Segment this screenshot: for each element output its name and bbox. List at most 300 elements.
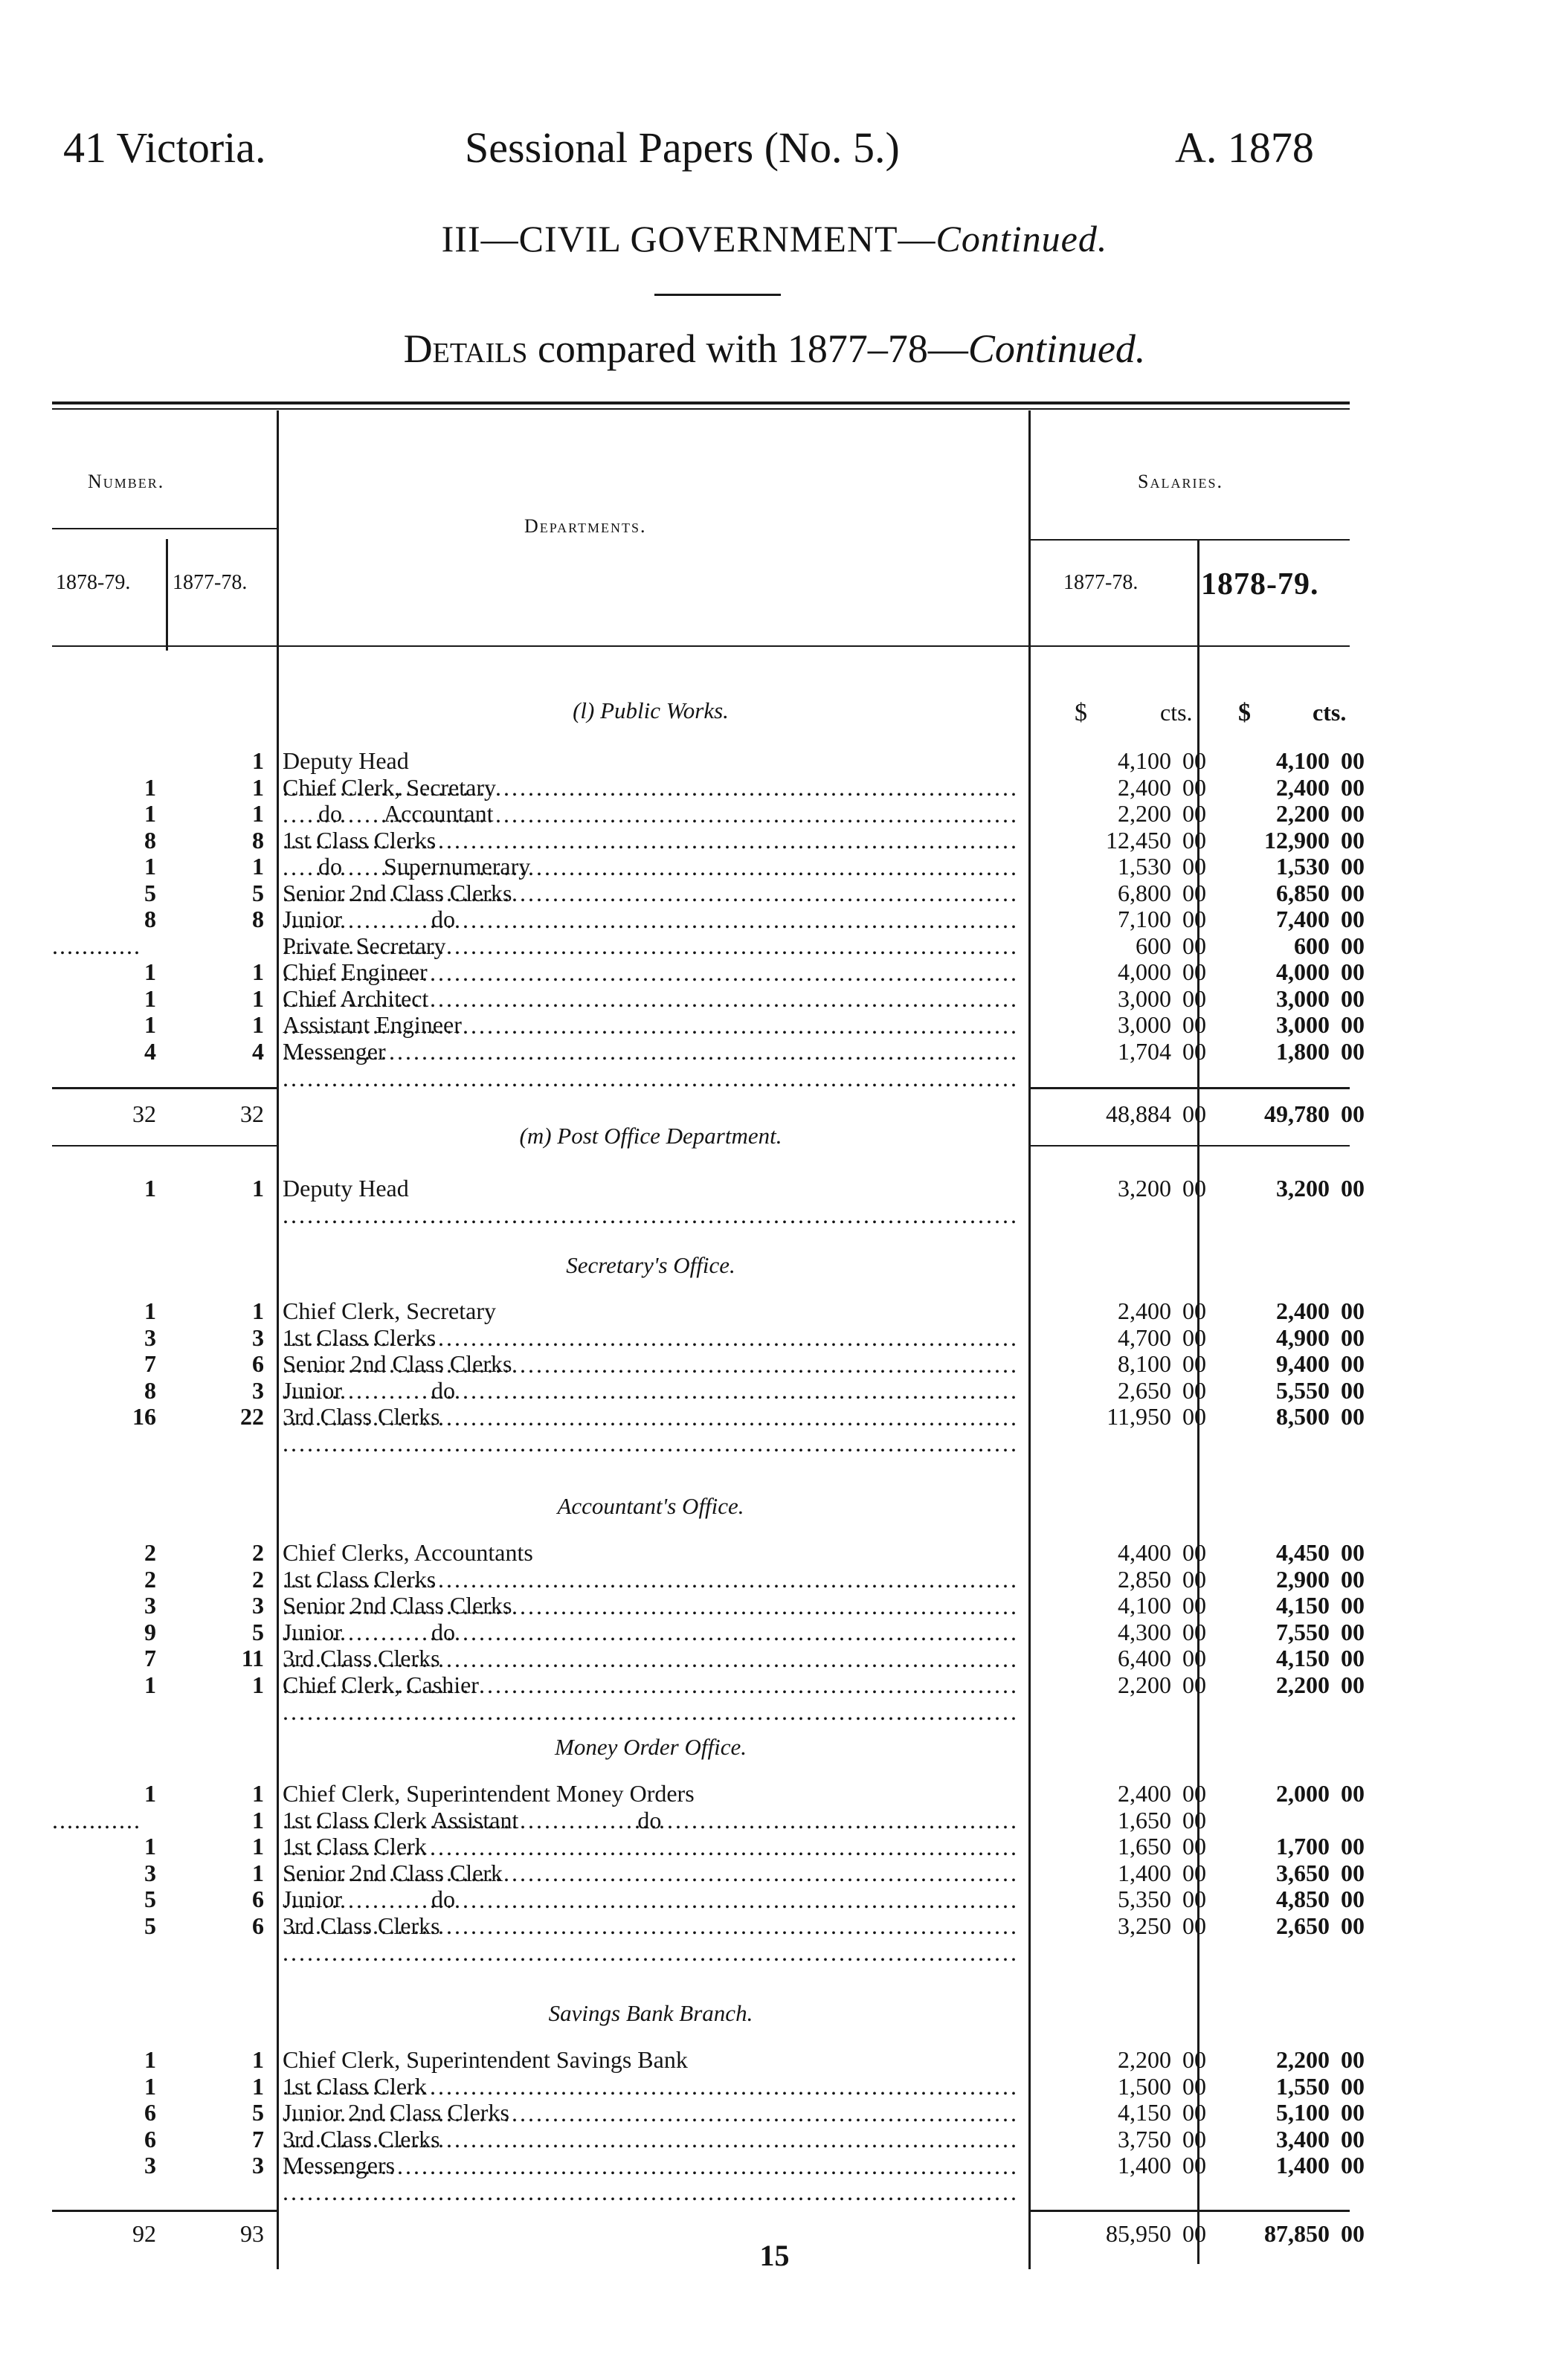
salary-1878-79: 3,200 <box>1276 1175 1330 1202</box>
table-row <box>0 1886 1549 1912</box>
salary-1877-78: 8,100 <box>1118 1350 1171 1377</box>
salary-1878-79: 4,450 <box>1276 1539 1330 1566</box>
number-1878-79: 3 <box>144 2152 156 2179</box>
number-1877-78: 1 <box>252 2046 264 2073</box>
cents-1877-78: 00 <box>1182 1592 1206 1619</box>
cents-1877-78: 00 <box>1182 1376 1206 1404</box>
salary-1877-78: 12,450 <box>1106 826 1171 854</box>
department-name: do Supernumerary ..... <box>283 853 1015 906</box>
salary-1878-79: 1,550 <box>1276 2072 1330 2100</box>
salary-1877-78: 3,250 <box>1118 1912 1171 1939</box>
cents-1877-78: 00 <box>1182 1297 1206 1324</box>
table-row <box>0 1377 1549 1404</box>
cents-1877-78: 00 <box>1182 1645 1206 1671</box>
salary-1877-78: 2,650 <box>1118 1376 1171 1404</box>
total-cents-1877-78: 00 <box>1182 1100 1206 1127</box>
table-row <box>0 1592 1549 1619</box>
table-row <box>0 747 1549 774</box>
salary-1878-79: 5,550 <box>1276 1376 1330 1404</box>
number-1877-78: 6 <box>252 1912 264 1939</box>
salary-1877-78: 3,750 <box>1118 2125 1171 2152</box>
cents-1878-79: 00 <box>1341 1175 1365 1202</box>
department-name: Chief Clerk, Secretary ..... <box>283 774 1015 828</box>
cents-1877-78: 00 <box>1182 1350 1206 1377</box>
header-session: 41 Victoria. <box>63 123 266 172</box>
number-1878-79: 8 <box>144 906 156 932</box>
salary-1878-79: 2,400 <box>1276 773 1330 801</box>
cents-1878-79: 00 <box>1341 1539 1365 1566</box>
number-1878-79: 16 <box>132 1403 156 1430</box>
salary-1878-79: 3,400 <box>1276 2125 1330 2152</box>
cents-1878-79: 00 <box>1341 1671 1365 1698</box>
salary-1877-78: 4,700 <box>1118 1323 1171 1351</box>
salary-1877-78: 2,400 <box>1118 1297 1171 1324</box>
cents-1878-79: 00 <box>1341 2152 1365 2179</box>
salary-1877-78: 7,100 <box>1118 906 1171 932</box>
table-row <box>0 932 1549 959</box>
cents-1878-79: 00 <box>1341 1886 1365 1912</box>
cents-1878-79: 00 <box>1341 2125 1365 2152</box>
public-works-subtotal-rule-number <box>52 1087 277 1089</box>
department-name: 3rd Class Clerks ..... <box>283 1912 1015 1966</box>
number-1878-79: 5 <box>144 1912 156 1939</box>
table-top-rule <box>52 401 1350 404</box>
cents-1877-78: 00 <box>1182 1175 1206 1202</box>
leader-dots <box>52 932 141 959</box>
department-name: Chief Clerk, Superintendent Savings Bank ..... <box>283 2046 1015 2100</box>
number-1877-78: 1 <box>252 747 264 774</box>
total-salary-1878-79: 87,850 <box>1264 2220 1330 2247</box>
number-1877-78: 11 <box>241 1645 264 1671</box>
salary-1878-79: 7,400 <box>1276 906 1330 932</box>
table-row <box>0 2046 1549 2073</box>
table-row <box>0 1038 1549 1065</box>
cents-1877-78: 00 <box>1182 1912 1206 1939</box>
cents-1878-79: 00 <box>1341 879 1365 906</box>
column-header-number-1878-79: 1878-79. <box>56 571 131 594</box>
number-1877-78: 8 <box>252 906 264 932</box>
section-post-office: (m) Post Office Department. <box>519 1123 782 1149</box>
salary-1878-79: 600 <box>1294 932 1330 959</box>
cents-1878-79: 00 <box>1341 932 1365 959</box>
column-header-number: Number. <box>88 471 165 492</box>
salary-1878-79: 9,400 <box>1276 1350 1330 1377</box>
cents-1878-79: 00 <box>1341 1037 1365 1065</box>
number-1878-79: 1 <box>144 773 156 801</box>
salary-1877-78: 6,800 <box>1118 879 1171 906</box>
department-name: 1st Class Clerks ..... <box>283 827 1015 880</box>
table-row <box>0 1912 1549 1939</box>
department-name: 1st Class Clerk Assistant do ..... <box>283 1807 1015 1860</box>
total-salary-1877-78: 48,884 <box>1106 1100 1171 1127</box>
number-1878-79: 1 <box>144 853 156 880</box>
leader-dots <box>52 1807 141 1834</box>
number-1878-79: 4 <box>144 1037 156 1065</box>
salary-1878-79: 4,900 <box>1276 1323 1330 1351</box>
number-1877-78: 6 <box>252 1886 264 1912</box>
number-1877-78: 1 <box>252 1780 264 1807</box>
cents-1877-78: 00 <box>1182 1037 1206 1065</box>
salary-1877-78: 2,400 <box>1118 773 1171 801</box>
cents-1878-79: 00 <box>1341 1859 1365 1886</box>
salary-1878-79: 1,700 <box>1276 1833 1330 1860</box>
department-name: Messengers ..... <box>283 2152 1015 2205</box>
salary-1878-79: 5,100 <box>1276 2099 1330 2126</box>
table-row <box>0 1175 1549 1202</box>
cents-1877-78: 00 <box>1182 1833 1206 1860</box>
header-bottom-rule <box>52 645 1350 647</box>
cents-1878-79: 00 <box>1341 747 1365 774</box>
number-1878-79: 7 <box>144 1645 156 1671</box>
cents-1877-78: 00 <box>1182 2125 1206 2152</box>
number-1877-78: 1 <box>252 1175 264 1202</box>
department-name: Junior do ..... <box>283 1377 1015 1431</box>
column-header-salary-1878-79: 1878-79. <box>1201 567 1319 602</box>
salary-1878-79: 2,400 <box>1276 1297 1330 1324</box>
cents-1878-79: 00 <box>1341 1011 1365 1038</box>
cents-1877-78: 00 <box>1182 853 1206 880</box>
department-name: Messenger ..... <box>283 1038 1015 1091</box>
table-row <box>0 1780 1549 1807</box>
department-name: Junior 2nd Class Clerks ..... <box>283 2099 1015 2152</box>
number-1877-78: 8 <box>252 826 264 854</box>
salary-1877-78: 2,200 <box>1118 1671 1171 1698</box>
cents-1878-79: 00 <box>1341 1297 1365 1324</box>
salary-1878-79: 2,900 <box>1276 1565 1330 1593</box>
table-row <box>0 1297 1549 1324</box>
salary-1877-78: 1,650 <box>1118 1806 1171 1834</box>
salary-1877-78: 4,300 <box>1118 1618 1171 1645</box>
salary-1878-79: 4,150 <box>1276 1592 1330 1619</box>
table-row <box>0 906 1549 932</box>
salary-1878-79: 4,850 <box>1276 1886 1330 1912</box>
cents-1878-79: 00 <box>1341 853 1365 880</box>
department-name: 3rd Class Clerks ..... <box>283 2126 1015 2179</box>
cents-1878-79: 00 <box>1341 2072 1365 2100</box>
number-1877-78: 1 <box>252 1833 264 1860</box>
total-number-1878-79: 32 <box>132 1100 156 1127</box>
salary-1878-79: 1,400 <box>1276 2152 1330 2179</box>
department-name: Deputy Head ..... <box>283 1175 1015 1228</box>
salary-1878-79: 1,800 <box>1276 1037 1330 1065</box>
salary-1877-78: 2,200 <box>1118 800 1171 827</box>
number-1877-78: 1 <box>252 773 264 801</box>
number-1877-78: 1 <box>252 2072 264 2100</box>
cents-1878-79: 00 <box>1341 1618 1365 1645</box>
total-number-1877-78: 32 <box>240 1100 264 1127</box>
cents-1877-78: 00 <box>1182 1539 1206 1566</box>
cents-1877-78: 00 <box>1182 1780 1206 1807</box>
post-office-subtotal-rule-salaries <box>1028 2210 1350 2212</box>
cents-1878-79: 00 <box>1341 958 1365 985</box>
number-1878-79: 1 <box>144 2072 156 2100</box>
title-divider <box>654 294 781 296</box>
cents-1878-79: 00 <box>1341 1645 1365 1671</box>
salary-1878-79: 4,000 <box>1276 958 1330 985</box>
cents-1877-78: 00 <box>1182 932 1206 959</box>
number-1878-79: 8 <box>144 1376 156 1404</box>
number-1877-78: 2 <box>252 1539 264 1566</box>
number-1878-79: 6 <box>144 2125 156 2152</box>
cents-1878-79: 00 <box>1341 800 1365 827</box>
number-1877-78: 3 <box>252 1376 264 1404</box>
total-salary-1877-78: 85,950 <box>1106 2220 1171 2247</box>
cents-1877-78: 00 <box>1182 906 1206 932</box>
salary-1878-79: 2,200 <box>1276 800 1330 827</box>
salary-1877-78: 600 <box>1136 932 1171 959</box>
department-name: Chief Clerk, Cashier ..... <box>283 1671 1015 1725</box>
page-subtitle <box>0 326 1549 372</box>
cents-1878-79: 00 <box>1341 1592 1365 1619</box>
number-1877-78: 2 <box>252 1565 264 1593</box>
cents-1878-79: 00 <box>1341 906 1365 932</box>
cents-1877-78: 00 <box>1182 958 1206 985</box>
public-works-total-underline-salaries <box>1028 1145 1350 1147</box>
salary-1877-78: 2,850 <box>1118 1565 1171 1593</box>
salary-1878-79: 4,100 <box>1276 747 1330 774</box>
table-top-rule-thin <box>52 408 1350 410</box>
table-row <box>0 1860 1549 1886</box>
department-name: Private Secretary ..... <box>283 932 1015 986</box>
salary-1877-78: 4,000 <box>1118 958 1171 985</box>
number-1878-79: 8 <box>144 826 156 854</box>
total-number-1877-78: 93 <box>240 2220 264 2247</box>
subtitle-continued: Continued. <box>967 326 1146 371</box>
cents-1877-78: 00 <box>1182 2152 1206 2179</box>
cents-1877-78: 00 <box>1182 1859 1206 1886</box>
column-header-salary-1877-78: 1877-78. <box>1063 571 1139 594</box>
salary-1877-78: 2,200 <box>1118 2046 1171 2073</box>
number-1878-79: 1 <box>144 1175 156 1202</box>
cents-1878-79: 00 <box>1341 826 1365 854</box>
cents-1878-79: 00 <box>1341 1780 1365 1807</box>
table-row <box>0 1324 1549 1351</box>
salary-1877-78: 3,000 <box>1118 1011 1171 1038</box>
table-row <box>0 1671 1549 1698</box>
number-1877-78: 1 <box>252 800 264 827</box>
department-name: Chief Clerks, Accountants ..... <box>283 1539 1015 1593</box>
table-row <box>0 1350 1549 1377</box>
cents-1878-79: 00 <box>1341 1376 1365 1404</box>
salary-1878-79: 3,650 <box>1276 1859 1330 1886</box>
post-office-subtotal-rule-number <box>52 2210 277 2212</box>
section-savings-bank-branch: Savings Bank Branch. <box>548 2000 753 2026</box>
number-1878-79: 2 <box>144 1539 156 1566</box>
cents-1877-78: 00 <box>1182 984 1206 1012</box>
cents-1878-79: 00 <box>1341 984 1365 1012</box>
salary-1878-79: 1,530 <box>1276 853 1330 880</box>
page-title-continued: Continued. <box>935 218 1108 259</box>
table-row <box>0 800 1549 827</box>
table-row <box>0 1011 1549 1038</box>
number-1878-79: 1 <box>144 984 156 1012</box>
department-name: 1st Class Clerk ..... <box>283 2073 1015 2126</box>
cents-1877-78: 00 <box>1182 1011 1206 1038</box>
section-secretary-office: Secretary's Office. <box>566 1252 735 1278</box>
department-name: Junior do ..... <box>283 1619 1015 1672</box>
table-row <box>0 958 1549 985</box>
cents-1878-79: 00 <box>1341 773 1365 801</box>
dollar-label-1878-79: $ <box>1238 699 1251 726</box>
salary-1877-78: 1,500 <box>1118 2072 1171 2100</box>
salary-1877-78: 3,000 <box>1118 984 1171 1012</box>
salary-1877-78: 4,100 <box>1118 747 1171 774</box>
total-salary-1878-79: 49,780 <box>1264 1100 1330 1127</box>
salary-1877-78: 6,400 <box>1118 1645 1171 1671</box>
table-row <box>0 2073 1549 2100</box>
number-1878-79: 1 <box>144 1780 156 1807</box>
department-name: Deputy Head ..... <box>283 747 1015 801</box>
department-name: Chief Engineer ..... <box>283 958 1015 1012</box>
header-year: A. 1878 <box>1175 123 1314 172</box>
public-works-total-underline-number <box>52 1145 277 1147</box>
salary-1878-79: 7,550 <box>1276 1618 1330 1645</box>
cents-1877-78: 00 <box>1182 1806 1206 1834</box>
cents-1878-79: 00 <box>1341 1833 1365 1860</box>
number-1878-79: 1 <box>144 1833 156 1860</box>
number-1877-78: 3 <box>252 1592 264 1619</box>
salary-1877-78: 1,400 <box>1118 2152 1171 2179</box>
salary-1878-79: 3,000 <box>1276 984 1330 1012</box>
table-row <box>0 1807 1549 1834</box>
number-1877-78: 1 <box>252 1859 264 1886</box>
number-1878-79: 1 <box>144 958 156 985</box>
number-1878-79: 2 <box>144 1565 156 1593</box>
cents-1877-78: 00 <box>1182 2046 1206 2073</box>
salary-1878-79: 2,000 <box>1276 1780 1330 1807</box>
table-row <box>0 853 1549 880</box>
salary-1878-79: 8,500 <box>1276 1403 1330 1430</box>
number-1878-79: 1 <box>144 2046 156 2073</box>
department-name: 1st Class Clerk ..... <box>283 1833 1015 1886</box>
column-header-number-1877-78: 1877-78. <box>173 571 248 594</box>
number-1877-78: 1 <box>252 958 264 985</box>
number-1878-79: 1 <box>144 800 156 827</box>
number-1877-78: 1 <box>252 1806 264 1834</box>
column-divider-years <box>166 539 168 651</box>
salary-1878-79: 2,200 <box>1276 1671 1330 1698</box>
department-name: 3rd Class Clerks ..... <box>283 1403 1015 1457</box>
cents-1878-79: 00 <box>1341 1912 1365 1939</box>
cents-1878-79: 00 <box>1341 1403 1365 1430</box>
cents-1878-79: 00 <box>1341 1350 1365 1377</box>
cents-1877-78: 00 <box>1182 2072 1206 2100</box>
dollar-label-1877-78: $ <box>1075 699 1087 726</box>
salary-1877-78: 2,400 <box>1118 1780 1171 1807</box>
department-name: 3rd Class Clerks ..... <box>283 1645 1015 1698</box>
cents-1877-78: 00 <box>1182 1565 1206 1593</box>
table-row <box>0 2099 1549 2126</box>
salary-1877-78: 3,200 <box>1118 1175 1171 1202</box>
number-1878-79: 3 <box>144 1323 156 1351</box>
cents-1877-78: 00 <box>1182 1403 1206 1430</box>
salary-1877-78: 4,150 <box>1118 2099 1171 2126</box>
number-1877-78: 1 <box>252 853 264 880</box>
salary-1877-78: 4,100 <box>1118 1592 1171 1619</box>
table-row <box>0 1645 1549 1671</box>
salary-1877-78: 1,530 <box>1118 853 1171 880</box>
subtitle-details: Details <box>403 326 528 371</box>
number-1877-78: 3 <box>252 1323 264 1351</box>
number-1877-78: 6 <box>252 1350 264 1377</box>
column-header-salaries: Salaries. <box>1138 471 1223 492</box>
number-1877-78: 1 <box>252 1011 264 1038</box>
section-accountant-office: Accountant's Office. <box>557 1493 744 1519</box>
number-1877-78: 22 <box>240 1403 264 1430</box>
page-title-main: III—CIVIL GOVERNMENT— <box>441 218 936 259</box>
public-works-subtotal-rule-salaries <box>1028 1087 1350 1089</box>
table-row <box>0 985 1549 1012</box>
department-name: Chief Architect ..... <box>283 985 1015 1039</box>
number-1878-79: 1 <box>144 1671 156 1698</box>
department-name: Chief Clerk, Secretary ..... <box>283 1297 1015 1351</box>
department-name: Chief Clerk, Superintendent Money Orders ..... <box>283 1780 1015 1834</box>
salary-1877-78: 1,650 <box>1118 1833 1171 1860</box>
department-name: Senior 2nd Class Clerk ..... <box>283 1860 1015 1913</box>
salary-1878-79: 3,000 <box>1276 1011 1330 1038</box>
department-name: Junior do ..... <box>283 1886 1015 1939</box>
number-1877-78: 3 <box>252 2152 264 2179</box>
cents-1878-79: 00 <box>1341 2099 1365 2126</box>
cents-1877-78: 00 <box>1182 1323 1206 1351</box>
department-name: Assistant Engineer ..... <box>283 1011 1015 1065</box>
number-1878-79: 6 <box>144 2099 156 2126</box>
number-1878-79: 5 <box>144 1886 156 1912</box>
department-name: Senior 2nd Class Clerks ..... <box>283 1350 1015 1404</box>
table-row <box>0 1833 1549 1860</box>
number-1877-78: 5 <box>252 879 264 906</box>
number-header-rule <box>52 528 277 529</box>
number-1878-79: 3 <box>144 1592 156 1619</box>
number-1877-78: 7 <box>252 2125 264 2152</box>
department-name: do Accountant ..... <box>283 800 1015 854</box>
number-1877-78: 1 <box>252 984 264 1012</box>
salary-1877-78: 4,400 <box>1118 1539 1171 1566</box>
number-1878-79: 9 <box>144 1618 156 1645</box>
number-1878-79: 1 <box>144 1297 156 1324</box>
cents-1877-78: 00 <box>1182 826 1206 854</box>
cents-1877-78: 00 <box>1182 879 1206 906</box>
cents-1877-78: 00 <box>1182 1671 1206 1698</box>
table-row <box>0 774 1549 801</box>
salary-1877-78: 5,350 <box>1118 1886 1171 1912</box>
salary-1878-79: 2,650 <box>1276 1912 1330 1939</box>
department-name: Senior 2nd Class Clerks ..... <box>283 1592 1015 1645</box>
salary-1878-79: 12,900 <box>1264 826 1330 854</box>
salary-1877-78: 1,704 <box>1118 1037 1171 1065</box>
number-1878-79: 7 <box>144 1350 156 1377</box>
section-money-order-office: Money Order Office. <box>555 1734 747 1760</box>
table-row <box>0 2152 1549 2179</box>
table-row <box>0 827 1549 854</box>
number-1877-78: 4 <box>252 1037 264 1065</box>
cents-1877-78: 00 <box>1182 773 1206 801</box>
section-public-works: (l) Public Works. <box>573 697 729 723</box>
number-1877-78: 5 <box>252 1618 264 1645</box>
salary-1877-78: 1,400 <box>1118 1859 1171 1886</box>
number-1877-78: 1 <box>252 1671 264 1698</box>
department-name: 1st Class Clerks ..... <box>283 1566 1015 1619</box>
total-cents-1878-79: 00 <box>1341 2220 1365 2247</box>
total-cents-1878-79: 00 <box>1341 1100 1365 1127</box>
header-sessional-papers: Sessional Papers (No. 5.) <box>465 123 900 172</box>
table-row <box>0 1566 1549 1593</box>
cents-1877-78: 00 <box>1182 1886 1206 1912</box>
salary-1877-78: 11,950 <box>1107 1403 1171 1430</box>
cents-1877-78: 00 <box>1182 2099 1206 2126</box>
cents-1877-78: 00 <box>1182 1618 1206 1645</box>
cents-1877-78: 00 <box>1182 800 1206 827</box>
